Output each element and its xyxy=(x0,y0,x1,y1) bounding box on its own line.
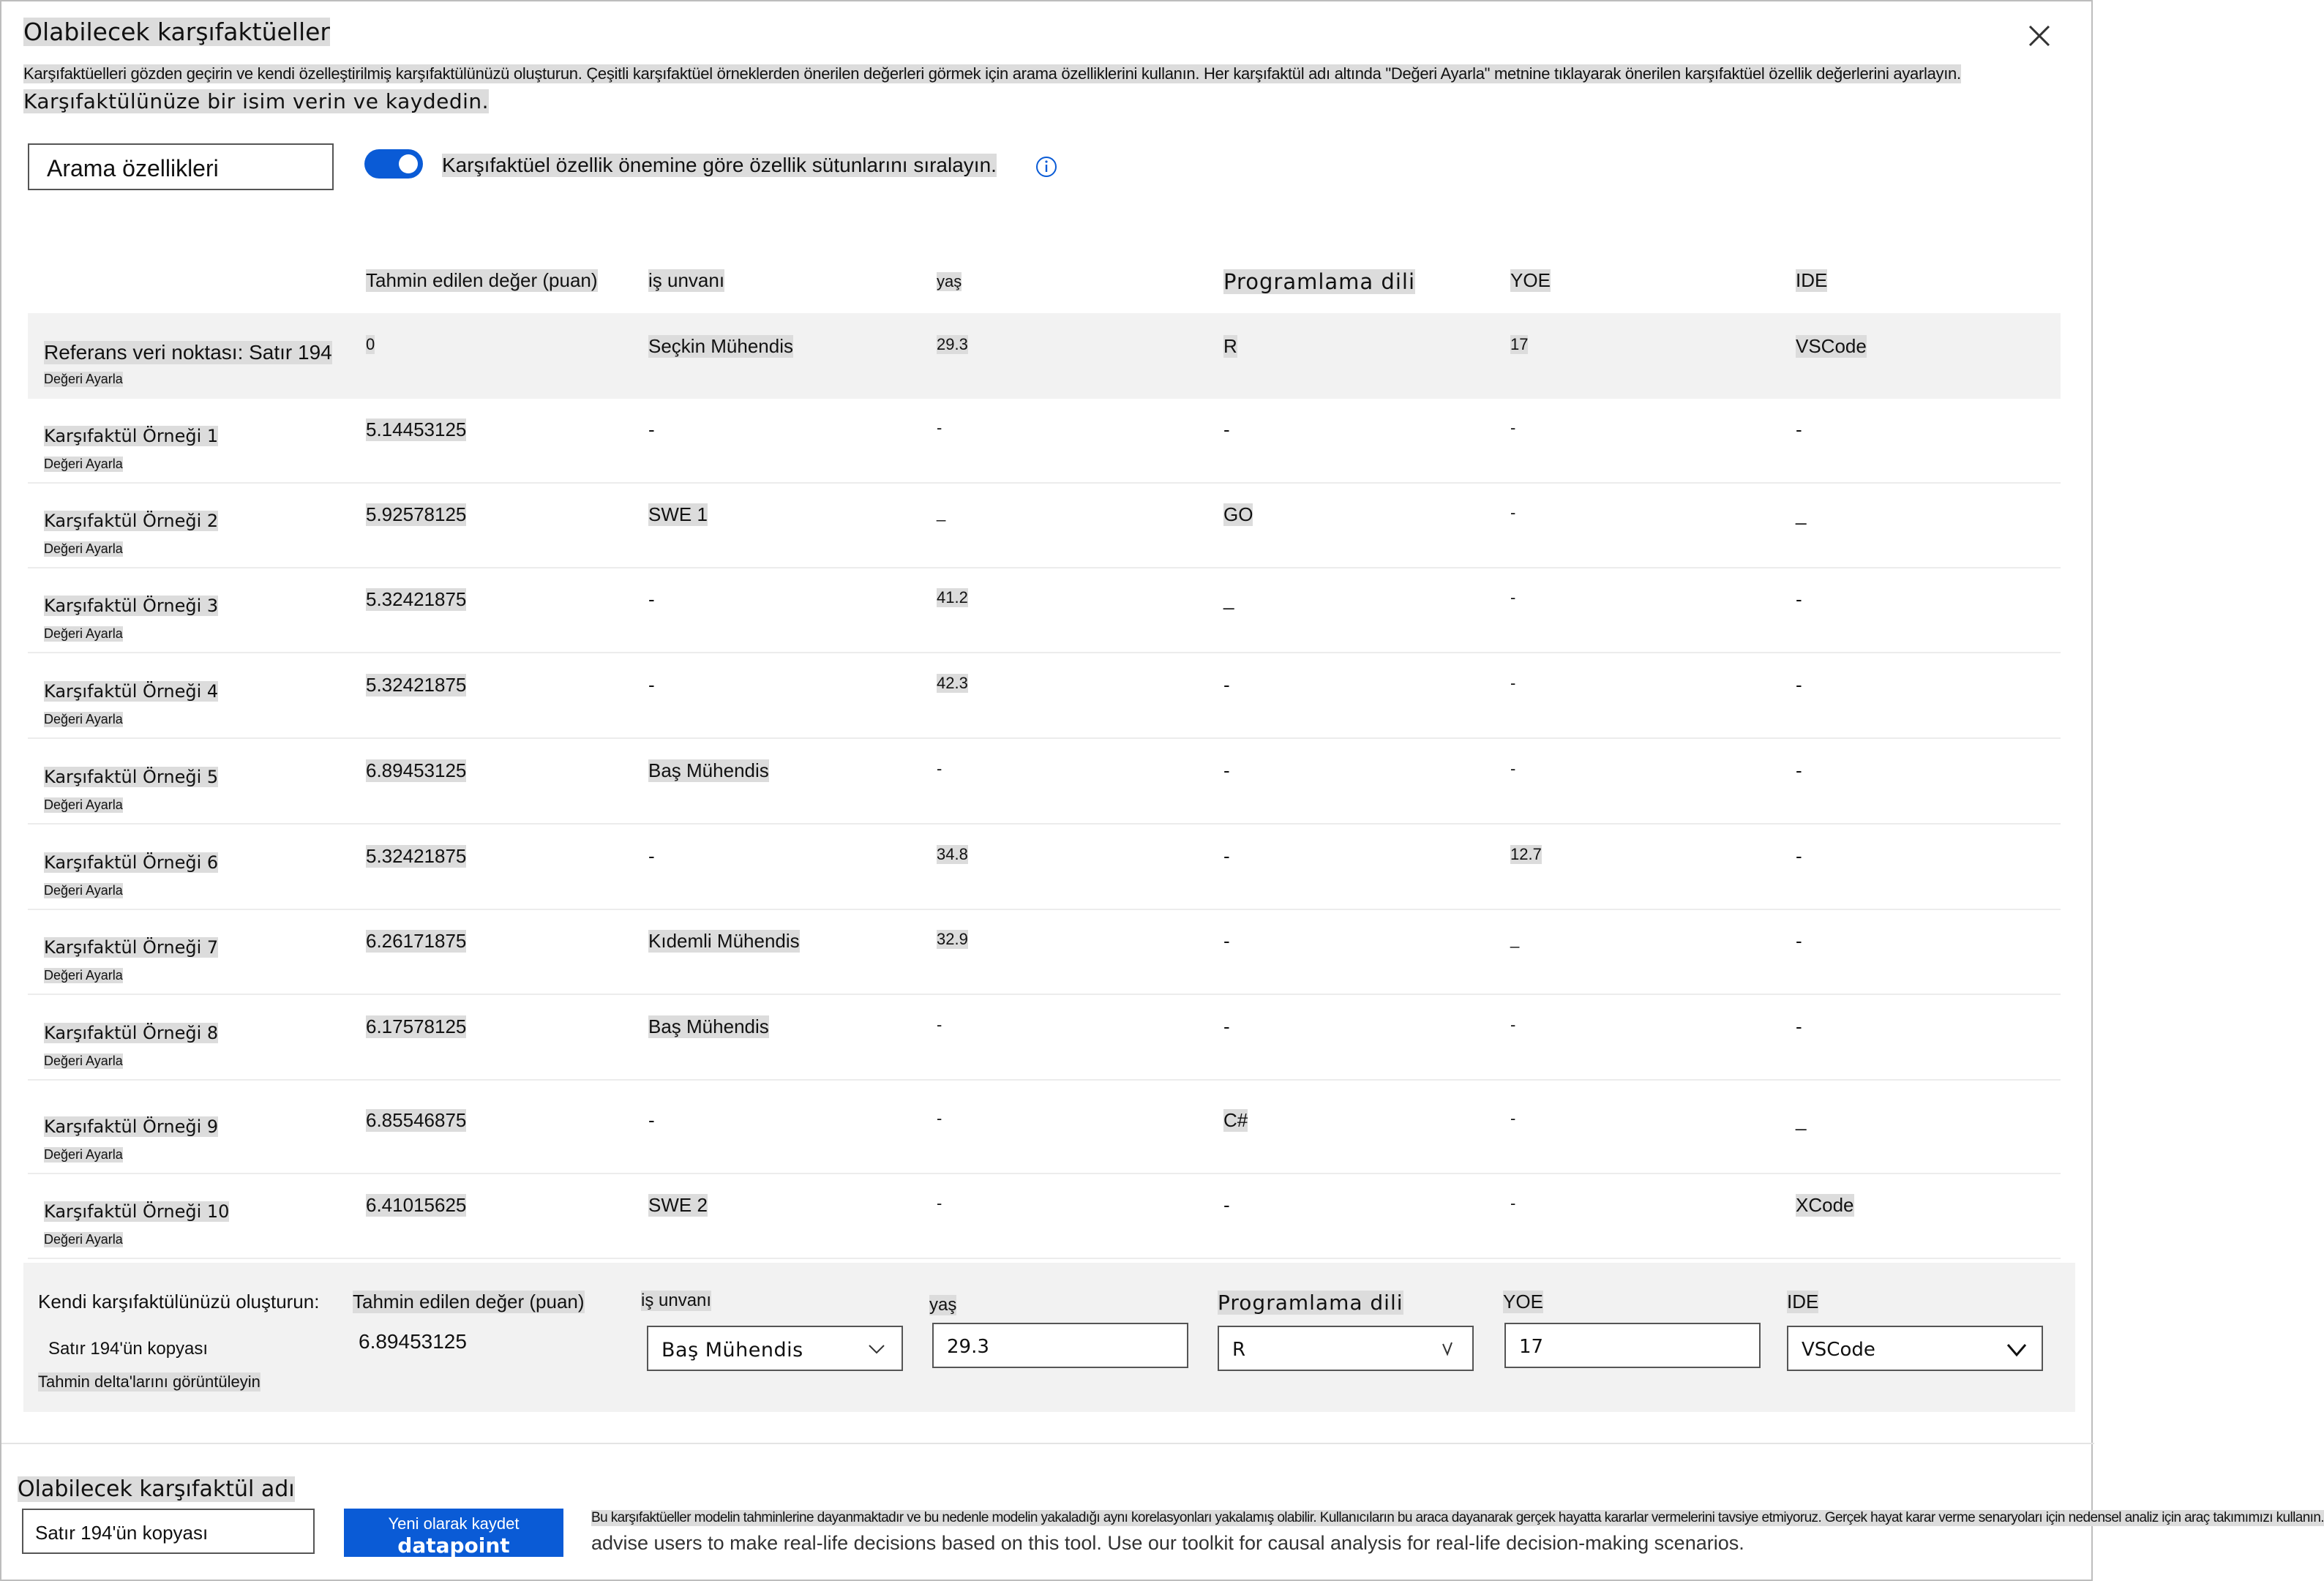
cell-job-title: Kıdemli Mühendis xyxy=(648,930,800,952)
create-predicted-value: 6.89453125 xyxy=(359,1330,467,1353)
cell-age: 41.2 xyxy=(937,588,968,607)
cell-yoe: - xyxy=(1510,418,1516,437)
cell-yoe: - xyxy=(1510,759,1516,778)
create-col-age: yaş xyxy=(929,1295,957,1315)
save-as-new-datapoint-button[interactable] xyxy=(344,1509,563,1557)
cell-language: - xyxy=(1223,930,1230,952)
toggle-label: Karşıfaktüel özellik önemine göre özellik sütunlarını sıralayın. xyxy=(442,154,997,176)
cell-job-title: SWE 2 xyxy=(648,1194,708,1216)
toggle-knob xyxy=(399,154,418,173)
cell-job-title: Seçkin Mühendis xyxy=(648,335,793,357)
reference-row xyxy=(28,313,2061,399)
row-name: Karşıfaktül Örneği 4 xyxy=(44,681,219,702)
table-row xyxy=(28,995,2061,1081)
cell-age: 42.3 xyxy=(937,674,968,692)
cell-yoe: - xyxy=(1510,674,1516,692)
cell-language: - xyxy=(1223,1015,1230,1037)
language-value: R xyxy=(1232,1339,1246,1361)
adjust-value-link[interactable]: Değeri Ayarla xyxy=(44,457,123,471)
cell-yoe: - xyxy=(1510,503,1516,522)
adjust-value-link[interactable]: Değeri Ayarla xyxy=(44,797,123,812)
adjust-value-link[interactable]: Değeri Ayarla xyxy=(44,541,123,556)
cell-predicted: 6.85546875 xyxy=(366,1109,467,1131)
cell-ide: - xyxy=(1796,930,1802,952)
disclaimer-text: Bu karşıfaktüeller modelin tahminlerine dayanmaktadır ve bu nedenle modelin yakaladığı aynı korelasyonları yakalamış olabilir. Kullanıcıların bu araca dayanarak gerçek hayatta kararlar vermelerini tavsiye etmiyoruz. Gerçek hayat karar verme senaryoları için nedensel analiz için araç takımımızı kullanın. xyxy=(591,1510,2324,1525)
view-deltas-link[interactable]: Tahmin delta'larını görüntüleyin xyxy=(38,1372,260,1391)
chevron-down-icon xyxy=(1434,1336,1461,1362)
col-header-yoe: YOE xyxy=(1510,269,1551,291)
cell-yoe: 12.7 xyxy=(1510,845,1542,863)
table-row xyxy=(28,653,2061,739)
table-row xyxy=(28,483,2061,568)
age-input[interactable] xyxy=(932,1323,1188,1368)
panel-title: Olabilecek karşıfaktüeller xyxy=(23,18,330,46)
job-title-value: Baş Mühendis xyxy=(661,1339,803,1362)
cell-language: R xyxy=(1223,335,1237,357)
table-row xyxy=(28,398,2061,484)
row-name: Karşıfaktül Örneği 2 xyxy=(44,511,219,531)
yoe-value: 17 xyxy=(1519,1336,1544,1358)
row-name: Karşıfaktül Örneği 5 xyxy=(44,767,219,787)
cell-predicted: 6.89453125 xyxy=(366,759,467,781)
row-name: Karşıfaktül Örneği 7 xyxy=(44,937,219,958)
create-col-language: Programlama dili xyxy=(1218,1291,1403,1315)
disclaimer-text-2: advise users to make real-life decisions based on this tool. Use our toolkit for causal analysis for real-life decision-making scenarios. xyxy=(591,1532,1744,1554)
counterfactual-name-input[interactable] xyxy=(22,1509,315,1554)
cell-yoe: 17 xyxy=(1510,335,1529,353)
cell-age: 34.8 xyxy=(937,845,968,863)
cell-predicted: 6.26171875 xyxy=(366,930,467,952)
cell-language: - xyxy=(1223,674,1230,696)
row-name: Karşıfaktül Örneği 8 xyxy=(44,1023,219,1043)
col-header-age: yaş xyxy=(937,272,962,290)
cell-ide: - xyxy=(1796,759,1802,781)
cell-age: 32.9 xyxy=(937,930,968,948)
close-button[interactable] xyxy=(2021,18,2058,54)
table-row xyxy=(28,1173,2061,1259)
row-name: Karşıfaktül Örneği 1 xyxy=(44,426,219,446)
footer-divider xyxy=(1,1443,2094,1444)
yoe-input[interactable] xyxy=(1504,1323,1761,1368)
ide-select[interactable] xyxy=(1787,1326,2043,1371)
adjust-value-link[interactable]: Değeri Ayarla xyxy=(44,626,123,641)
cell-ide: _ xyxy=(1796,1109,1807,1131)
adjust-value-link[interactable]: Değeri Ayarla xyxy=(44,712,123,726)
search-placeholder: Arama özellikleri xyxy=(47,155,219,181)
table-row xyxy=(28,1089,2061,1174)
cell-ide: - xyxy=(1796,845,1802,867)
col-header-predicted: Tahmin edilen değer (puan) xyxy=(366,269,598,291)
cell-job-title: Baş Mühendis xyxy=(648,1015,769,1037)
cell-job-title: - xyxy=(648,1109,655,1131)
cell-predicted: 6.17578125 xyxy=(366,1015,467,1037)
cell-job-title: - xyxy=(648,588,655,610)
cell-age: 29.3 xyxy=(937,335,968,353)
cell-yoe: _ xyxy=(1510,930,1520,948)
cell-age: - xyxy=(937,759,942,778)
adjust-value-link[interactable]: Değeri Ayarla xyxy=(44,1232,123,1247)
row-name: Karşıfaktül Örneği 10 xyxy=(44,1201,230,1222)
language-combobox[interactable] xyxy=(1218,1326,1474,1371)
cell-language: - xyxy=(1223,1194,1230,1216)
counterfactual-name-label: Olabilecek karşıfaktül adı xyxy=(18,1476,295,1502)
cell-ide: - xyxy=(1796,674,1802,696)
cell-age: - xyxy=(937,1109,942,1127)
row-name: Referans veri noktası: Satır 194 xyxy=(44,341,332,364)
cell-language: - xyxy=(1223,759,1230,781)
create-heading: Kendi karşıfaktülünüzü oluşturun: xyxy=(38,1291,320,1313)
cell-job-title: - xyxy=(648,845,655,867)
cell-job-title: Baş Mühendis xyxy=(648,759,769,781)
cell-language: - xyxy=(1223,845,1230,867)
cell-language: C# xyxy=(1223,1109,1248,1131)
cell-job-title: - xyxy=(648,674,655,696)
cell-yoe: - xyxy=(1510,1194,1516,1212)
col-header-job-title: iş unvanı xyxy=(648,269,725,291)
adjust-value-link[interactable]: Değeri Ayarla xyxy=(44,372,123,386)
info-icon[interactable] xyxy=(1035,155,1058,179)
create-col-job-title: iş unvanı xyxy=(641,1291,712,1310)
age-value: 29.3 xyxy=(947,1336,989,1358)
table-row xyxy=(28,825,2061,910)
save-button-label: Yeni olarak kaydet xyxy=(388,1514,520,1533)
table-row xyxy=(28,739,2061,825)
cell-ide: - xyxy=(1796,1015,1802,1037)
cell-yoe: - xyxy=(1510,1015,1516,1034)
cell-predicted: 5.32421875 xyxy=(366,845,467,867)
counterfactual-name-value: Satır 194'ün kopyası xyxy=(35,1522,209,1544)
adjust-value-link[interactable]: Değeri Ayarla xyxy=(44,1054,123,1068)
panel-description: Karşıfaktüelleri gözden geçirin ve kendi özelleştirilmiş karşıfaktülünüzü oluşturun. Çeşitli karşıfaktüel örneklerden önerilen değerleri görmek için arama özelliklerini kullanın. Her karşıfaktül adı altında "Değeri Ayarla" metnine tıklayarak önerilen karşıfaktüel özellik değerlerini ayarlayın. xyxy=(23,64,1961,83)
cell-predicted: 5.32421875 xyxy=(366,674,467,696)
row-name: Karşıfaktül Örneği 3 xyxy=(44,596,219,616)
cell-ide: XCode xyxy=(1796,1194,1854,1216)
search-features-input[interactable] xyxy=(28,143,334,190)
cell-predicted: 6.41015625 xyxy=(366,1194,467,1216)
cell-age: - xyxy=(937,1194,942,1212)
sort-by-importance-toggle[interactable] xyxy=(364,149,423,179)
row-name: Karşıfaktül Örneği 9 xyxy=(44,1116,219,1137)
table-row xyxy=(28,909,2061,995)
chevron-down-icon xyxy=(2003,1336,2030,1362)
adjust-value-link[interactable]: Değeri Ayarla xyxy=(44,968,123,983)
cell-language: - xyxy=(1223,418,1230,440)
cell-predicted: 5.92578125 xyxy=(366,503,467,525)
cell-predicted: 5.14453125 xyxy=(366,418,467,440)
panel-description-2: Karşıfaktülünüze bir isim verin ve kaydedin. xyxy=(23,89,490,113)
col-header-ide: IDE xyxy=(1796,269,1828,291)
cell-job-title: SWE 1 xyxy=(648,503,708,525)
ide-value: VSCode xyxy=(1802,1339,1875,1361)
row-name: Karşıfaktül Örneği 6 xyxy=(44,852,219,873)
copy-label: Satır 194'ün kopyası xyxy=(48,1339,209,1359)
create-counterfactual-section xyxy=(23,1263,2075,1412)
col-header-language: Programlama dili xyxy=(1223,269,1416,294)
create-col-yoe: YOE xyxy=(1503,1291,1543,1313)
adjust-value-link[interactable]: Değeri Ayarla xyxy=(44,1147,123,1162)
cell-predicted: 5.32421875 xyxy=(366,588,467,610)
close-icon xyxy=(2021,18,2058,54)
table-row xyxy=(28,568,2061,653)
create-col-predicted: Tahmin edilen değer (puan) xyxy=(353,1291,585,1313)
cell-job-title: - xyxy=(648,418,655,440)
chevron-down-icon xyxy=(863,1336,890,1362)
save-button-label-2: datapoint xyxy=(397,1533,510,1558)
cell-ide: - xyxy=(1796,588,1802,610)
cell-language: _ xyxy=(1223,588,1234,610)
job-title-select[interactable] xyxy=(647,1326,903,1371)
cell-yoe: - xyxy=(1510,588,1516,607)
cell-ide: - xyxy=(1796,418,1802,440)
cell-language: GO xyxy=(1223,503,1253,525)
adjust-value-link[interactable]: Değeri Ayarla xyxy=(44,883,123,898)
cell-age: - xyxy=(937,418,942,437)
cell-ide: VSCode xyxy=(1796,335,1867,357)
cell-ide: _ xyxy=(1796,503,1807,525)
cell-yoe: - xyxy=(1510,1109,1516,1127)
cell-predicted: 0 xyxy=(366,335,375,353)
cell-age: _ xyxy=(937,503,946,522)
create-col-ide: IDE xyxy=(1787,1291,1819,1313)
cell-age: - xyxy=(937,1015,942,1034)
